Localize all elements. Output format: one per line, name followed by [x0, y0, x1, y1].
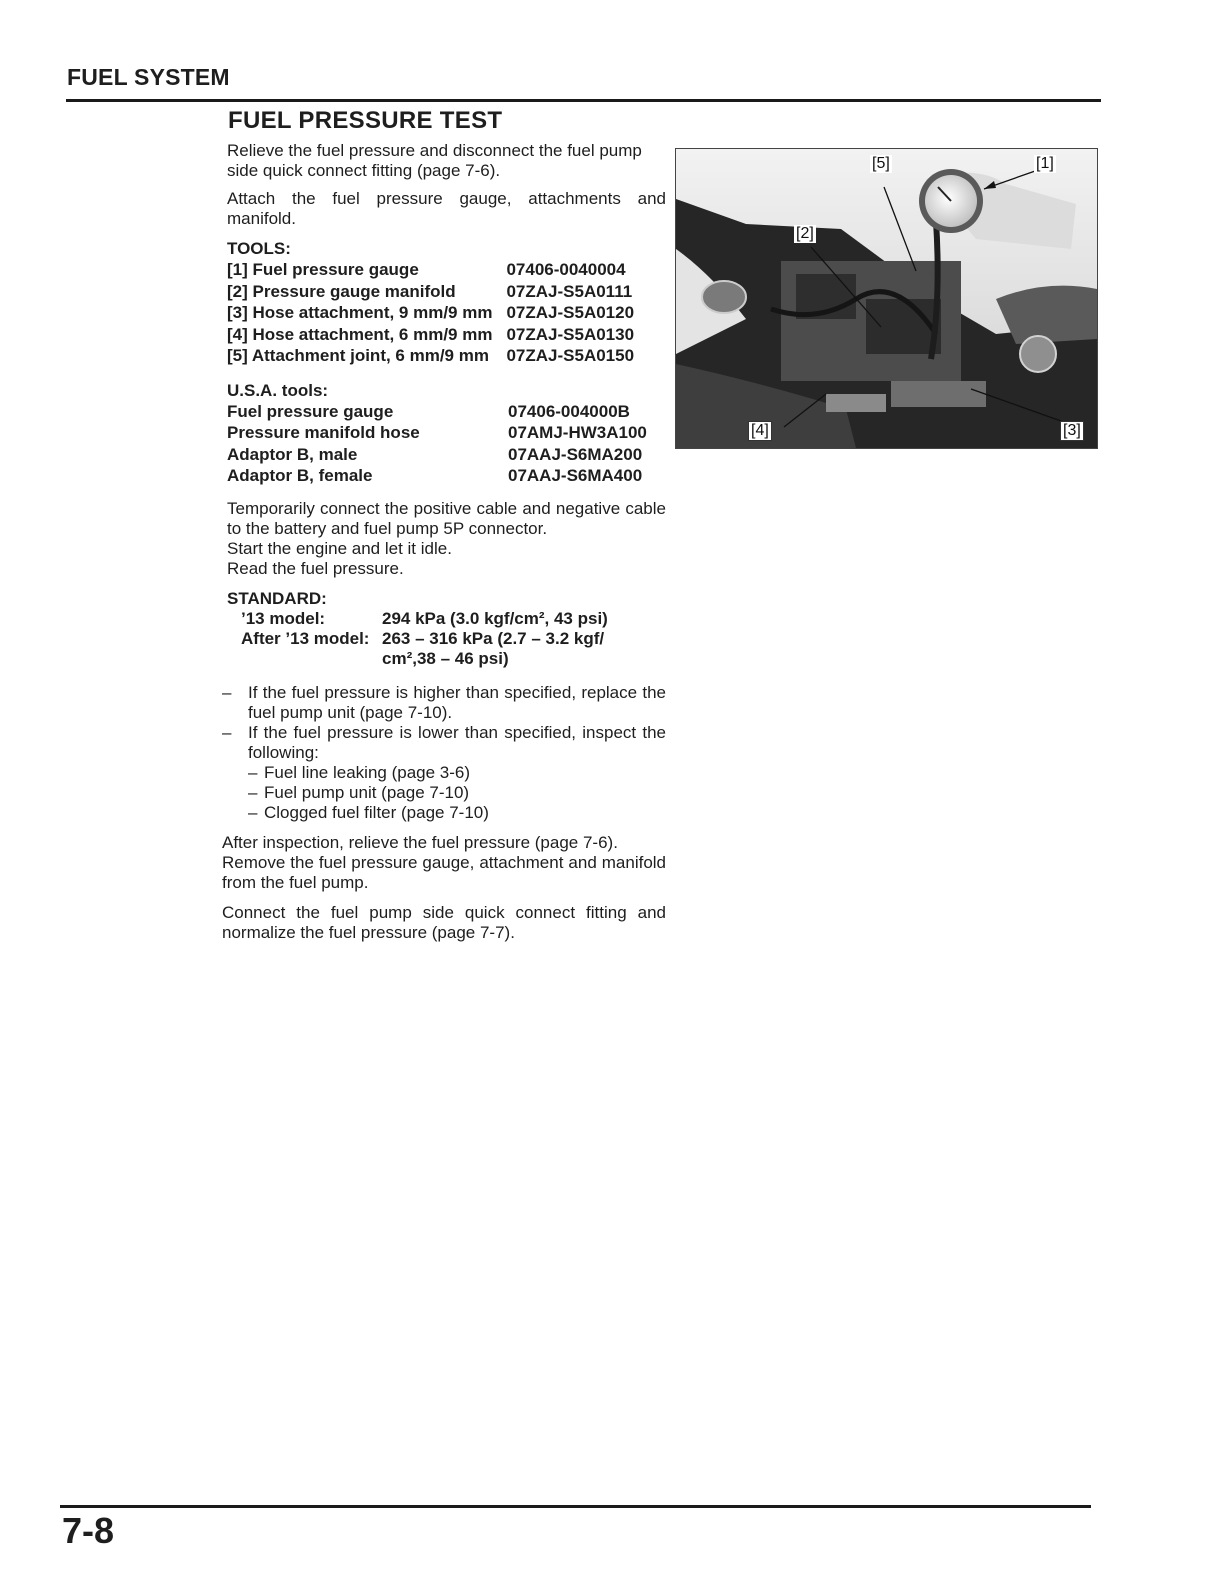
list-item: – Clogged fuel filter (page 7-10) — [248, 803, 666, 823]
photo-illustration — [676, 149, 1097, 448]
callout-2-label: [2] — [796, 225, 814, 242]
list-item — [222, 723, 666, 823]
table-row — [227, 422, 647, 444]
tool-number: 07ZAJ-S5A0120 — [506, 303, 635, 322]
standard-value-line: 263 – 316 kPa (2.7 – 3.2 kgf/ — [382, 628, 605, 648]
table-row — [227, 401, 647, 423]
tool-name: [1] Fuel pressure gauge — [227, 260, 419, 279]
tool-name: Adaptor B, male — [227, 444, 358, 464]
table-row — [227, 465, 647, 487]
tool-number: 07AAJ-S6MA200 — [508, 444, 643, 464]
tool-number: 07406-0040004 — [506, 260, 626, 279]
inspection-list — [222, 683, 666, 823]
table-row — [241, 629, 608, 669]
table-row — [227, 281, 634, 303]
after-inspection-line: After inspection, relieve the fuel pressure (page 7-6). — [222, 832, 618, 852]
usa-tools-label: U.S.A. tools: — [227, 380, 329, 400]
header-rule — [66, 99, 1101, 102]
tool-number: 07406-004000B — [508, 401, 630, 421]
tool-name: [4] Hose attachment, 6 mm/9 mm — [227, 324, 493, 344]
intro-paragraph-2: Attach the fuel pressure gauge, attachments and manifold. — [227, 189, 666, 228]
section-title: FUEL SYSTEM — [67, 64, 230, 90]
tool-number: 07ZAJ-S5A0111 — [506, 281, 633, 301]
footer-rule — [60, 1505, 1091, 1508]
tools-label: TOOLS: — [227, 239, 291, 258]
standard-label: STANDARD: — [227, 588, 327, 608]
table-row — [227, 324, 634, 346]
list-item-text: – If the fuel pressure is lower than specified, inspect the following: — [248, 722, 666, 762]
standard-model-label: After ’13 model: — [241, 628, 370, 648]
standard-value: 294 kPa (3.0 kgf/cm², 43 psi) — [382, 608, 608, 628]
table-row — [227, 444, 647, 466]
tool-name: Pressure manifold hose — [227, 423, 420, 442]
table-row — [227, 302, 634, 324]
tool-number: 07AMJ-HW3A100 — [508, 423, 647, 442]
callout-4-label: [4] — [748, 421, 772, 441]
standard-value — [382, 629, 608, 669]
tool-number: 07ZAJ-S5A0150 — [506, 346, 635, 365]
callout-3-label: [3] — [1060, 421, 1084, 441]
fuel-pressure-gauge-photo — [675, 148, 1098, 449]
connect-paragraph: Temporarily connect the positive cable and negative cable to the battery and fuel pump 5P connector. — [227, 498, 666, 538]
tool-number: 07ZAJ-S5A0130 — [506, 324, 635, 344]
sub-list — [248, 763, 666, 823]
tool-name: [5] Attachment joint, 6 mm/9 mm — [227, 346, 489, 365]
start-line: Start the engine and let it idle. — [227, 538, 452, 558]
callout-5-label: [5] — [872, 155, 890, 172]
standard-table — [241, 609, 608, 669]
list-item: – If the fuel pressure is higher than specified, replace the fuel pump unit (page 7-10). — [222, 683, 666, 723]
page-heading: FUEL PRESSURE TEST — [228, 107, 503, 134]
remove-paragraph: Remove the fuel pressure gauge, attachment and manifold from the fuel pump. — [222, 852, 666, 892]
read-line: Read the fuel pressure. — [227, 558, 404, 578]
standard-model-label: ’13 model: — [241, 608, 326, 628]
tool-name: [3] Hose attachment, 9 mm/9 mm — [227, 303, 493, 322]
tool-name: Adaptor B, female — [227, 466, 373, 485]
intro-paragraph-1: Relieve the fuel pressure and disconnect the fuel pump side quick connect fitting (page 7-6). — [227, 141, 642, 180]
table-row — [227, 259, 634, 281]
tool-name: [2] Pressure gauge manifold — [227, 281, 456, 301]
tools-table — [227, 259, 634, 367]
usa-tools-table — [227, 401, 647, 487]
list-item: – Fuel pump unit (page 7-10) — [248, 783, 666, 803]
tool-number: 07AAJ-S6MA400 — [508, 466, 643, 485]
page-number: 7-8 — [62, 1510, 115, 1551]
tool-name: Fuel pressure gauge — [227, 401, 394, 421]
callout-1-label: [1] — [1036, 155, 1054, 172]
list-item: – Fuel line leaking (page 3-6) — [248, 763, 666, 783]
table-row — [241, 609, 608, 629]
table-row — [227, 345, 634, 367]
main-text-column — [222, 141, 666, 943]
final-paragraph: Connect the fuel pump side quick connect fitting and normalize the fuel pressure (page 7-7). — [222, 902, 666, 942]
standard-value-line: cm²,38 – 46 psi) — [382, 648, 509, 668]
